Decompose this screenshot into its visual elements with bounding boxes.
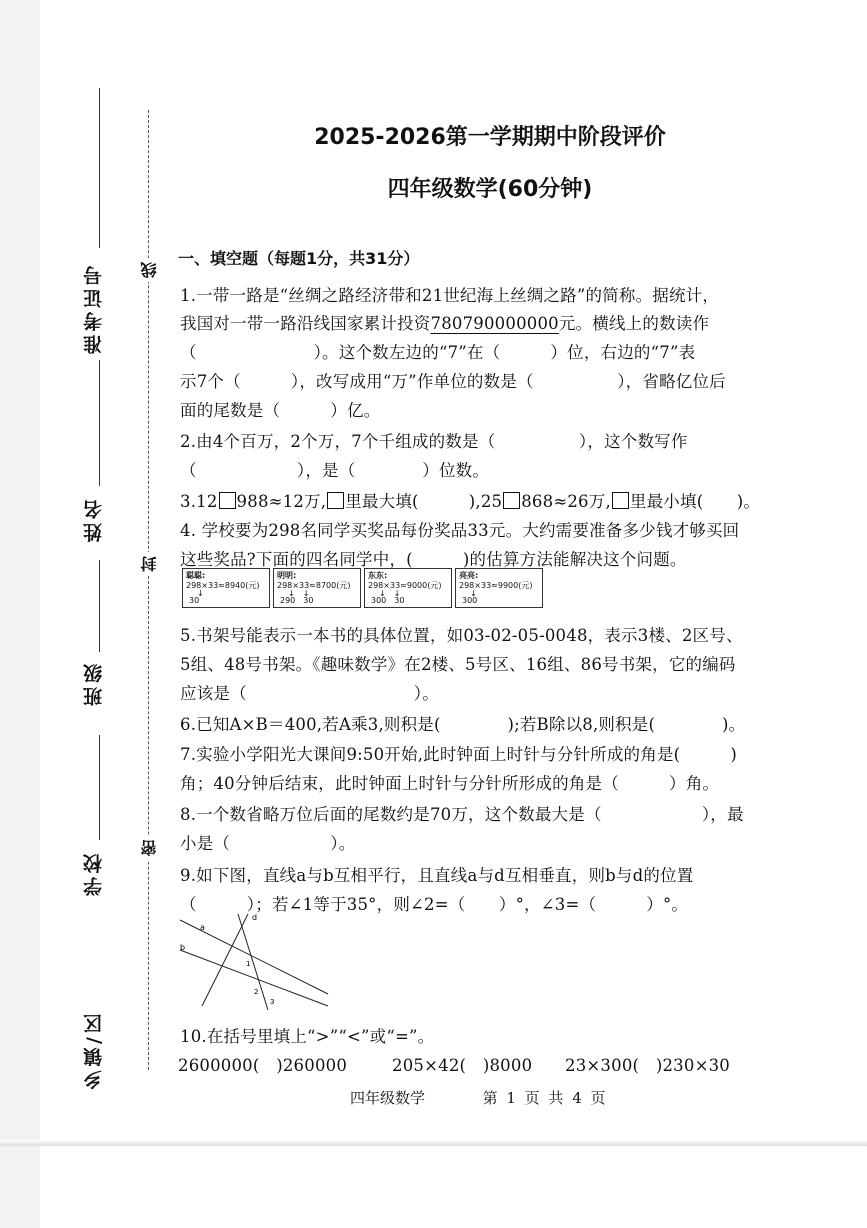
label-a: a xyxy=(200,923,205,932)
question-1-line-3: （ ）。这个数左边的“7”在（ ）位，右边的“7”表 xyxy=(180,343,696,362)
question-10-item-b: 205×42( )8000 xyxy=(392,1056,533,1075)
question-5-line-2: 5组、48号书架。《趣味数学》在2楼、5号区、16组、86号书架，它的编码 xyxy=(180,655,736,674)
down-arrow-icon: ↓ ↓ xyxy=(379,589,401,598)
card-student-name: 东东: xyxy=(368,571,388,580)
binding-dashed-line xyxy=(148,110,149,1070)
q3-part-b: 988≈12万, xyxy=(236,492,327,511)
card-student-name: 亮亮: xyxy=(459,571,479,580)
angle-3-label: 3 xyxy=(270,998,275,1006)
page-title: 2025-2026第一学期期中阶段评价 xyxy=(314,125,666,150)
q3-part-e: 里最小填( )。 xyxy=(629,492,761,511)
question-5-line-1: 5.书架号能表示一本书的具体位置，如03-02-05-0048，表示3楼、2区号、 xyxy=(180,626,743,645)
page-subtitle: 四年级数学(60分钟) xyxy=(387,177,593,202)
blank-box[interactable] xyxy=(612,492,629,509)
question-7-line-2: 角；40分钟后结束，此时钟面上时针与分针所形成的角是（ ）角。 xyxy=(180,774,720,793)
label-b: b xyxy=(180,943,186,952)
q1-text-b: 元。横线上的数读作 xyxy=(558,314,710,333)
q3-part-d: 868≈26万, xyxy=(521,492,611,511)
question-10-item-c: 23×300( )230×30 xyxy=(565,1056,731,1075)
class-line xyxy=(99,560,100,652)
card-estimate: 300 xyxy=(462,596,478,605)
scan-edge xyxy=(0,0,40,1228)
card-student-name: 明明: xyxy=(277,571,297,580)
question-3 xyxy=(180,488,760,512)
down-arrow-icon: ↓ xyxy=(197,589,204,598)
blank-box[interactable] xyxy=(327,492,344,509)
blank-box[interactable] xyxy=(503,492,520,509)
school-line xyxy=(99,735,100,840)
estimation-card xyxy=(273,568,361,608)
question-1-line-2 xyxy=(180,310,709,334)
scan-bottom-edge xyxy=(0,1140,867,1146)
q3-part-a: 3.12 xyxy=(180,492,218,511)
district-label: 乡镇/区 xyxy=(83,1010,105,1090)
question-10-item-a: 2600000( )260000 xyxy=(178,1056,348,1075)
exam-number-label: 准考证号 xyxy=(83,262,105,354)
question-2-line-1: 2.由4个百万，2个万，7个千组成的数是（ ），这个数写作 xyxy=(180,432,688,451)
question-8-line-2: 小是（ ）。 xyxy=(180,834,356,853)
card-calculation: 298×33≈8940(元) xyxy=(186,581,260,590)
estimation-card xyxy=(364,568,452,608)
card-calculation: 298×33≈8700(元) xyxy=(277,581,351,590)
question-6: 6.已知A×B＝400,若A乘3,则积是( );若B除以8,则积是( )。 xyxy=(180,715,746,734)
class-label: 班级 xyxy=(83,660,105,706)
estimation-cards xyxy=(182,568,543,608)
section-heading: 一、填空题（每题1分，共31分） xyxy=(178,249,420,268)
angle-1-label: 1 xyxy=(246,960,251,968)
exam-number-line xyxy=(99,88,100,248)
question-5-line-3: 应该是（ ）。 xyxy=(180,684,439,703)
card-estimate: 30 xyxy=(189,596,200,605)
question-10-line-1: 10.在括号里填上“>”“<”或“=”。 xyxy=(180,1027,435,1046)
card-calculation: 298×33≈9000(元) xyxy=(368,581,442,590)
seal-word-line: 线 xyxy=(138,258,161,282)
card-student-name: 聪聪: xyxy=(186,571,206,580)
estimation-card xyxy=(182,568,270,608)
question-9-line-2: （ ）；若∠1等于35°，则∠2=（ ）°，∠3=（ ）°。 xyxy=(180,895,689,914)
question-7-line-1: 7.实验小学阳光大课间9:50开始,此时钟面上时针与分针所成的角是( ) xyxy=(180,745,738,764)
school-label: 学校 xyxy=(83,850,105,896)
line-d xyxy=(202,914,251,1006)
angle-2-label: 2 xyxy=(254,988,259,996)
card-calculation: 298×33≈9900(元) xyxy=(459,581,533,590)
question-8-line-1: 8.一个数省略万位后面的尾数约是70万，这个数最大是（ ），最 xyxy=(180,805,744,824)
question-1-line-1: 1.一带一路是“丝绸之路经济带和21世纪海上丝绸之路”的简称。据统计， xyxy=(180,286,720,305)
question-9-line-1: 9.如下图，直线a与b互相平行，且直线a与d互相垂直，则b与d的位置 xyxy=(180,866,694,885)
seal-word-seal: 封 xyxy=(138,552,161,576)
footer-page-number: 第 1 页 共 4 页 xyxy=(482,1089,606,1107)
footer-subject: 四年级数学 xyxy=(350,1089,426,1107)
name-line xyxy=(99,360,100,486)
q3-part-c: 里最大填( ),25 xyxy=(345,492,503,511)
down-arrow-icon: ↓ ↓ xyxy=(288,589,310,598)
page-footer xyxy=(350,1087,606,1108)
q1-investment-number: 780790000000 xyxy=(430,314,559,333)
label-d: d xyxy=(252,913,258,922)
name-label: 姓名 xyxy=(83,496,105,542)
line-b xyxy=(180,950,328,1006)
question-2-line-2: （ ），是（ ）位数。 xyxy=(180,461,490,480)
question-1-line-4: 示7个（ ），改写成用“万”作单位的数是（ ），省略亿位后 xyxy=(180,372,726,391)
card-estimate: 300 30 xyxy=(371,596,405,605)
parallel-lines-diagram xyxy=(178,906,338,1010)
question-1-line-5: 面的尾数是（ ）亿。 xyxy=(180,401,381,420)
seal-word-secret: 密 xyxy=(138,836,161,860)
q1-text-a: 我国对一带一路沿线国家累计投资 xyxy=(180,314,431,333)
blank-box[interactable] xyxy=(219,492,236,509)
estimation-card xyxy=(455,568,543,608)
question-4-line-1: 4. 学校要为298名同学买奖品每份奖品33元。大约需要准备多少钱才够买回 xyxy=(180,521,740,540)
down-arrow-icon: ↓ xyxy=(470,589,477,598)
card-estimate: 290 30 xyxy=(280,596,314,605)
question-4-line-2: 这些奖品?下面的四名同学中，( )的估算方法能解决这个问题。 xyxy=(180,550,687,569)
